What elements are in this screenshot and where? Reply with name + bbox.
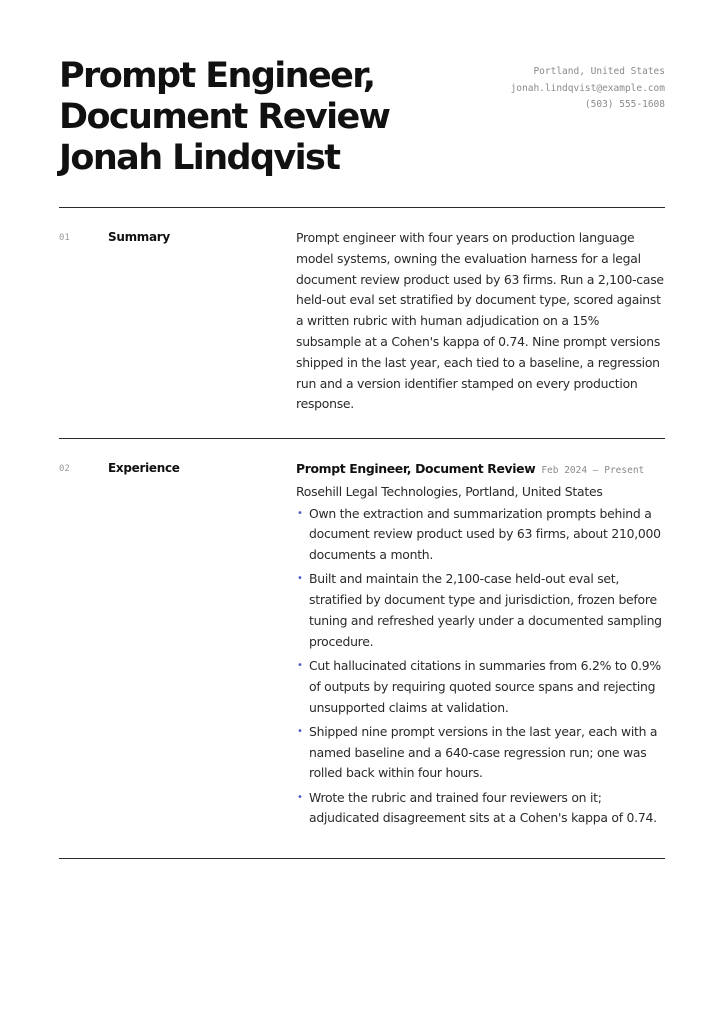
- job-entry: [296, 459, 665, 833]
- bullet-dot-icon: •: [297, 573, 303, 585]
- bullet-text: Shipped nine prompt versions in the last year, each with a named baseline and a 640-case regression run; one was rolled back within four hours.: [309, 723, 658, 781]
- job-company: Rosehill Legal Technologies, Portland, United States: [296, 483, 603, 499]
- resume-header: [59, 0, 665, 208]
- job-title: Prompt Engineer, Document Review: [296, 461, 536, 476]
- contact-email[interactable]: jonah.lindqvist@example.com: [510, 82, 665, 94]
- bullet-text: Cut hallucinated citations in summaries from 6.2% to 0.9% of outputs by requiring quoted source spans and rejecting unsupported claims at validation.: [309, 657, 661, 715]
- section-label: Experience: [108, 461, 180, 475]
- bullet-text: Own the extraction and summarization prompts behind a document review product used by 63 firms, about 210,000 documents a month.: [309, 505, 661, 563]
- title-line-role: Prompt Engineer,: [59, 56, 375, 96]
- page-title: [59, 56, 479, 179]
- contact-phone[interactable]: (503) 555-1608: [584, 99, 665, 110]
- bullet-dot-icon: •: [297, 507, 303, 519]
- title-line-specialty: Document Review: [59, 97, 390, 137]
- list-item: [296, 722, 665, 784]
- section-number: 01: [59, 233, 70, 243]
- job-bullets: [296, 504, 665, 830]
- bullet-dot-icon: •: [297, 791, 303, 803]
- title-line-name: Jonah Lindqvist: [59, 138, 340, 178]
- job-header: [296, 459, 665, 482]
- experience-section: [59, 439, 665, 859]
- summary-section: [59, 208, 665, 439]
- bullet-text: Wrote the rubric and trained four reviewers on it; adjudicated disagreement sits at a Cohen's kappa of 0.74.: [309, 789, 657, 826]
- section-number: 02: [59, 464, 70, 474]
- resume-page: [59, 0, 665, 1024]
- bullet-dot-icon: •: [297, 659, 303, 671]
- list-item: [296, 656, 665, 718]
- list-item: [296, 504, 665, 566]
- contact-block: [511, 64, 665, 114]
- list-item: [296, 788, 665, 830]
- job-dates: Feb 2024 — Present: [541, 465, 645, 476]
- section-label: Summary: [108, 230, 170, 244]
- contact-location: Portland, United States: [533, 66, 665, 77]
- bullet-text: Built and maintain the 2,100-case held-out eval set, stratified by document type and jurisdiction, frozen before tuning and refreshed yearly under a documented sampling procedure.: [309, 571, 662, 649]
- list-item: [296, 569, 665, 652]
- bullet-dot-icon: •: [297, 725, 303, 737]
- summary-text: Prompt engineer with four years on production language model systems, owning the evaluation harness for a legal document review product used by 63 firms. Run a 2,100-case held-out eval set stratified by document type, scored against a written rubric with human adjudication on a 15% subsample at a Cohen's kappa of 0.74. Nine prompt versions shipped in the last year, each tied to a baseline, a regression run and a version identifier stamped on every production response.: [296, 230, 664, 412]
